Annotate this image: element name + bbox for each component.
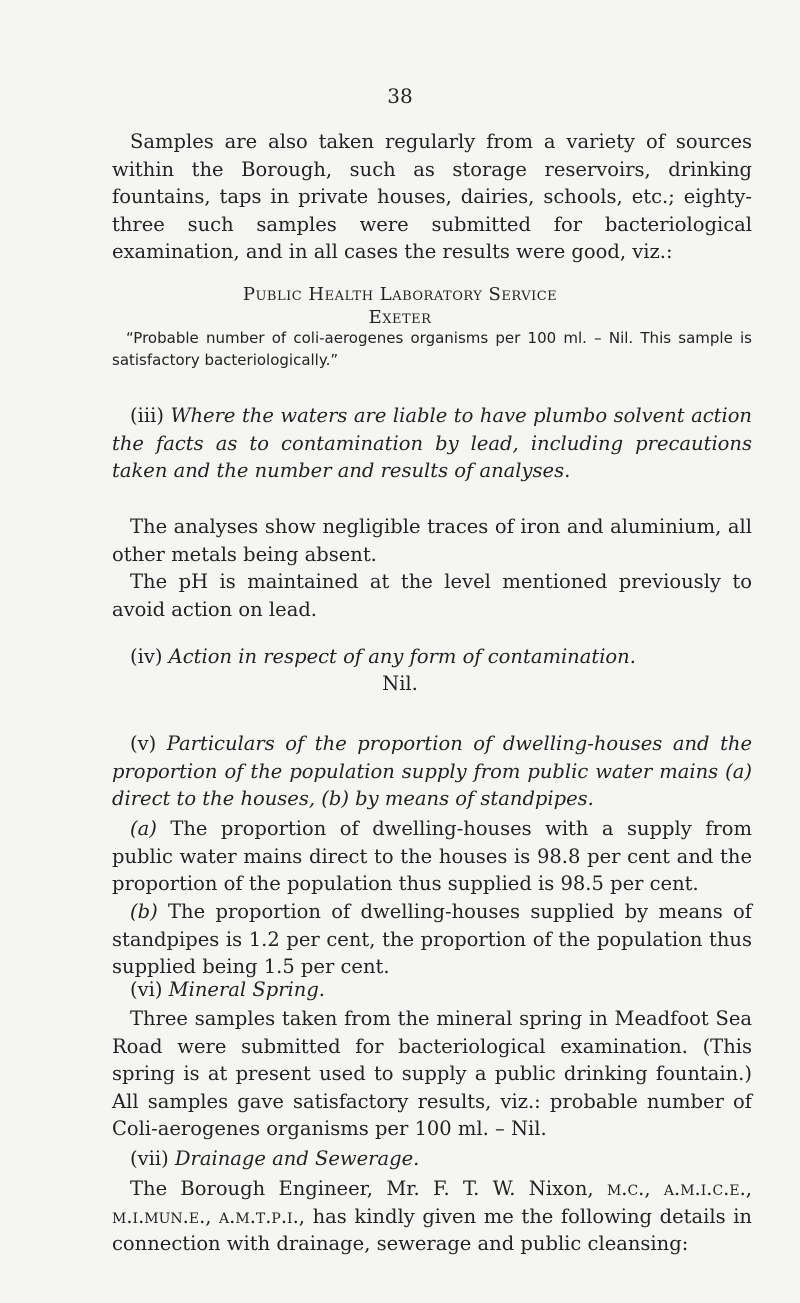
section-v-para-b xyxy=(112,898,752,981)
section-iv-number: (iv) xyxy=(130,645,163,668)
section-vii-para xyxy=(112,1175,752,1258)
section-vii-title: Drainage and Sewerage. xyxy=(174,1147,420,1170)
section-vii-heading xyxy=(112,1145,752,1173)
section-iii-title: Where the waters are liable to have plumbo solvent action the facts as to contamination by lead, including precautions taken and the number and results of analyses. xyxy=(112,404,752,482)
section-v-number: (v) xyxy=(130,732,157,755)
section-vii-number: (vii) xyxy=(130,1147,169,1170)
section-iv-heading xyxy=(112,643,752,671)
section-v-para-b-text: The proportion of dwelling-houses supplied by means of standpipes is 1.2 per cent, the proportion of the population thus supplied being 1.5 per cent. xyxy=(112,900,752,978)
section-iii-para2: The pH is maintained at the level mentioned previously to avoid action on lead. xyxy=(112,570,752,621)
section-vii-para-start: The Borough Engineer, Mr. F. T. W. Nixon, xyxy=(130,1177,594,1200)
lab-quote-text: “Probable number of coli-aerogenes organisms per 100 ml. – Nil. This sample is satisfactory bacteriologically.” xyxy=(112,329,752,369)
section-iv-title: Action in respect of any form of contamination. xyxy=(168,645,636,668)
page-number: 38 xyxy=(387,84,413,108)
intro-paragraph: Samples are also taken regularly from a variety of sources within the Borough, such as storage reservoirs, drinking fountains, taps in private houses, dairies, schools, etc.; eighty-three such samples were submitted for bacteriological examination, and in all cases the results were good, viz.: xyxy=(112,130,752,263)
section-iii-number: (iii) xyxy=(130,404,164,427)
section-vii-para-end: has kindly given me the following details in connection with drainage, sewerage and public cleansing: xyxy=(112,1204,752,1255)
section-iv-answer: Nil. xyxy=(382,672,418,695)
section-v-heading xyxy=(112,730,752,813)
section-vii-qualifications: m.c., a.m.i.c.e., m.i.mun.e., a.m.t.p.i., xyxy=(112,1177,752,1228)
section-v-para-a-text: The proportion of dwelling-houses with a supply from public water mains direct to the houses is 98.8 per cent and the proportion of the population thus supplied is 98.5 per cent. xyxy=(112,817,752,895)
lab-quote xyxy=(112,327,752,371)
section-iii-heading xyxy=(112,402,752,485)
section-v-para-a xyxy=(112,815,752,898)
section-vi-para: Three samples taken from the mineral spring in Meadfoot Sea Road were submitted for bacteriological examination. (This spring is at present used to supply a public drinking fountain.) All samples gave satisfactory results, viz.: probable number of Coli-aerogenes organisms per 100 ml. – Nil. xyxy=(112,1007,752,1140)
section-vi-number: (vi) xyxy=(130,978,163,1001)
section-v-para-b-label: (b) xyxy=(130,900,158,923)
section-v-para-a-label: (a) xyxy=(130,817,157,840)
section-v-title: Particulars of the proportion of dwelling-houses and the proportion of the population supply from public water mains (a) direct to the houses, (b) by means of standpipes. xyxy=(112,732,753,810)
section-iii-para1: The analyses show negligible traces of iron and aluminium, all other metals being absent. xyxy=(112,515,752,566)
lab-heading: Public Health Laboratory Service xyxy=(242,284,558,305)
section-vi-heading xyxy=(112,976,752,1004)
lab-location: Exeter xyxy=(368,307,432,328)
section-vi-title: Mineral Spring. xyxy=(168,978,325,1001)
